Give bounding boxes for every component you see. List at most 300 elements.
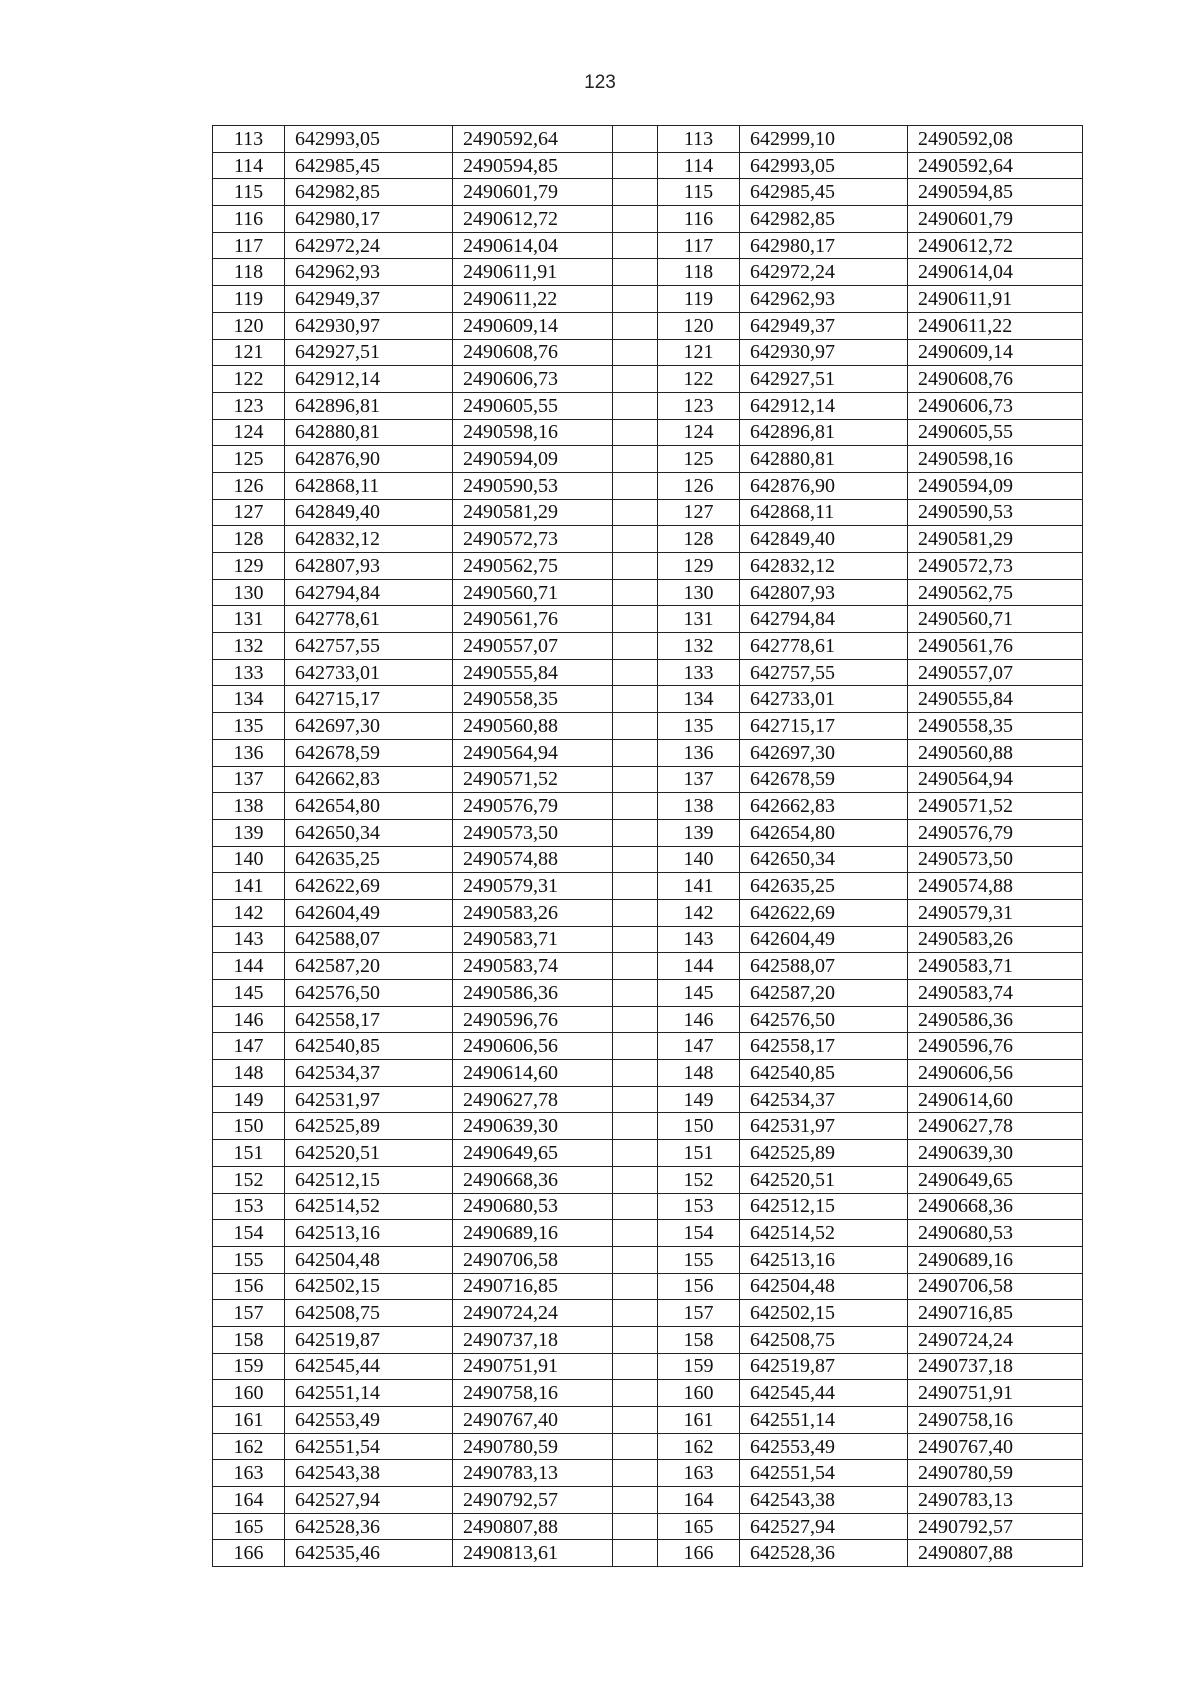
x-coordinate-left: 642543,38 [285, 1460, 453, 1487]
point-number-right: 125 [658, 446, 740, 473]
y-coordinate-left: 2490611,91 [453, 259, 613, 286]
x-coordinate-left: 642525,89 [285, 1113, 453, 1140]
x-coordinate-left: 642662,83 [285, 766, 453, 793]
x-coordinate-right: 642520,51 [740, 1166, 908, 1193]
x-coordinate-right: 642540,85 [740, 1060, 908, 1087]
point-number-left: 140 [213, 846, 285, 873]
point-number-right: 141 [658, 873, 740, 900]
point-number-right: 142 [658, 899, 740, 926]
point-number-right: 156 [658, 1273, 740, 1300]
point-number-left: 164 [213, 1487, 285, 1514]
column-gap [613, 1246, 658, 1273]
table-row [213, 606, 1083, 633]
x-coordinate-right: 642527,94 [740, 1513, 908, 1540]
y-coordinate-left: 2490555,84 [453, 659, 613, 686]
x-coordinate-left: 642535,46 [285, 1540, 453, 1567]
y-coordinate-right: 2490590,53 [908, 499, 1083, 526]
point-number-left: 134 [213, 686, 285, 713]
point-number-right: 164 [658, 1487, 740, 1514]
x-coordinate-left: 642520,51 [285, 1140, 453, 1167]
x-coordinate-right: 642635,25 [740, 873, 908, 900]
point-number-right: 148 [658, 1060, 740, 1087]
x-coordinate-left: 642513,16 [285, 1220, 453, 1247]
y-coordinate-left: 2490606,73 [453, 366, 613, 393]
point-number-left: 129 [213, 553, 285, 580]
point-number-left: 159 [213, 1353, 285, 1380]
table-row [213, 1220, 1083, 1247]
point-number-left: 144 [213, 953, 285, 980]
y-coordinate-right: 2490792,57 [908, 1513, 1083, 1540]
y-coordinate-left: 2490571,52 [453, 766, 613, 793]
x-coordinate-right: 642985,45 [740, 179, 908, 206]
y-coordinate-right: 2490573,50 [908, 846, 1083, 873]
point-number-right: 123 [658, 392, 740, 419]
x-coordinate-right: 642587,20 [740, 980, 908, 1007]
point-number-left: 166 [213, 1540, 285, 1567]
x-coordinate-right: 642514,52 [740, 1220, 908, 1247]
column-gap [613, 1273, 658, 1300]
column-gap [613, 980, 658, 1007]
column-gap [613, 126, 658, 153]
table-row [213, 1113, 1083, 1140]
table-row [213, 1487, 1083, 1514]
x-coordinate-right: 642531,97 [740, 1113, 908, 1140]
point-number-left: 146 [213, 1006, 285, 1033]
point-number-right: 114 [658, 152, 740, 179]
point-number-left: 118 [213, 259, 285, 286]
point-number-right: 132 [658, 633, 740, 660]
x-coordinate-left: 642588,07 [285, 926, 453, 953]
column-gap [613, 659, 658, 686]
point-number-right: 115 [658, 179, 740, 206]
x-coordinate-left: 642832,12 [285, 526, 453, 553]
y-coordinate-right: 2490737,18 [908, 1353, 1083, 1380]
x-coordinate-right: 642993,05 [740, 152, 908, 179]
y-coordinate-left: 2490792,57 [453, 1487, 613, 1514]
x-coordinate-left: 642972,24 [285, 232, 453, 259]
point-number-left: 151 [213, 1140, 285, 1167]
point-number-right: 121 [658, 339, 740, 366]
point-number-left: 163 [213, 1460, 285, 1487]
y-coordinate-right: 2490560,71 [908, 606, 1083, 633]
y-coordinate-left: 2490557,07 [453, 633, 613, 660]
column-gap [613, 1060, 658, 1087]
y-coordinate-right: 2490724,24 [908, 1326, 1083, 1353]
point-number-left: 157 [213, 1300, 285, 1327]
x-coordinate-left: 642697,30 [285, 713, 453, 740]
point-number-left: 147 [213, 1033, 285, 1060]
point-number-right: 161 [658, 1407, 740, 1434]
point-number-left: 136 [213, 739, 285, 766]
y-coordinate-left: 2490724,24 [453, 1300, 613, 1327]
x-coordinate-left: 642654,80 [285, 793, 453, 820]
point-number-right: 152 [658, 1166, 740, 1193]
y-coordinate-right: 2490767,40 [908, 1433, 1083, 1460]
point-number-left: 138 [213, 793, 285, 820]
point-number-right: 146 [658, 1006, 740, 1033]
table-row [213, 339, 1083, 366]
point-number-left: 160 [213, 1380, 285, 1407]
y-coordinate-left: 2490649,65 [453, 1140, 613, 1167]
point-number-left: 126 [213, 472, 285, 499]
point-number-left: 165 [213, 1513, 285, 1540]
column-gap [613, 713, 658, 740]
x-coordinate-left: 642896,81 [285, 392, 453, 419]
y-coordinate-right: 2490780,59 [908, 1460, 1083, 1487]
column-gap [613, 152, 658, 179]
y-coordinate-right: 2490608,76 [908, 366, 1083, 393]
table-row [213, 1273, 1083, 1300]
table-row [213, 579, 1083, 606]
column-gap [613, 766, 658, 793]
x-coordinate-left: 642508,75 [285, 1300, 453, 1327]
table-row [213, 1033, 1083, 1060]
table-row [213, 1246, 1083, 1273]
y-coordinate-left: 2490598,16 [453, 419, 613, 446]
x-coordinate-left: 642757,55 [285, 633, 453, 660]
table-row [213, 1513, 1083, 1540]
column-gap [613, 926, 658, 953]
column-gap [613, 819, 658, 846]
point-number-left: 162 [213, 1433, 285, 1460]
y-coordinate-left: 2490608,76 [453, 339, 613, 366]
x-coordinate-right: 642757,55 [740, 659, 908, 686]
point-number-right: 157 [658, 1300, 740, 1327]
y-coordinate-right: 2490598,16 [908, 446, 1083, 473]
point-number-right: 153 [658, 1193, 740, 1220]
table-row [213, 126, 1083, 153]
point-number-left: 113 [213, 126, 285, 153]
x-coordinate-right: 642512,15 [740, 1193, 908, 1220]
column-gap [613, 606, 658, 633]
x-coordinate-right: 642912,14 [740, 392, 908, 419]
table-row [213, 312, 1083, 339]
point-number-left: 132 [213, 633, 285, 660]
point-number-left: 124 [213, 419, 285, 446]
x-coordinate-left: 642949,37 [285, 286, 453, 313]
point-number-right: 122 [658, 366, 740, 393]
table-row [213, 419, 1083, 446]
column-gap [613, 1220, 658, 1247]
point-number-left: 153 [213, 1193, 285, 1220]
column-gap [613, 339, 658, 366]
x-coordinate-right: 642697,30 [740, 739, 908, 766]
point-number-right: 155 [658, 1246, 740, 1273]
column-gap [613, 1487, 658, 1514]
y-coordinate-left: 2490807,88 [453, 1513, 613, 1540]
x-coordinate-right: 642534,37 [740, 1086, 908, 1113]
point-number-right: 145 [658, 980, 740, 1007]
y-coordinate-right: 2490606,56 [908, 1060, 1083, 1087]
x-coordinate-left: 642558,17 [285, 1006, 453, 1033]
column-gap [613, 312, 658, 339]
point-number-right: 128 [658, 526, 740, 553]
x-coordinate-right: 642794,84 [740, 606, 908, 633]
y-coordinate-left: 2490576,79 [453, 793, 613, 820]
x-coordinate-left: 642868,11 [285, 472, 453, 499]
point-number-left: 125 [213, 446, 285, 473]
point-number-left: 114 [213, 152, 285, 179]
y-coordinate-left: 2490627,78 [453, 1086, 613, 1113]
x-coordinate-left: 642502,15 [285, 1273, 453, 1300]
table-row [213, 899, 1083, 926]
y-coordinate-left: 2490592,64 [453, 126, 613, 153]
y-coordinate-right: 2490612,72 [908, 232, 1083, 259]
x-coordinate-left: 642553,49 [285, 1407, 453, 1434]
point-number-right: 124 [658, 419, 740, 446]
y-coordinate-right: 2490596,76 [908, 1033, 1083, 1060]
table-row [213, 819, 1083, 846]
y-coordinate-left: 2490573,50 [453, 819, 613, 846]
x-coordinate-left: 642587,20 [285, 953, 453, 980]
y-coordinate-right: 2490592,64 [908, 152, 1083, 179]
x-coordinate-left: 642715,17 [285, 686, 453, 713]
y-coordinate-right: 2490576,79 [908, 819, 1083, 846]
column-gap [613, 1113, 658, 1140]
y-coordinate-left: 2490583,71 [453, 926, 613, 953]
y-coordinate-left: 2490601,79 [453, 179, 613, 206]
column-gap [613, 392, 658, 419]
x-coordinate-left: 642982,85 [285, 179, 453, 206]
x-coordinate-right: 642778,61 [740, 633, 908, 660]
column-gap [613, 873, 658, 900]
x-coordinate-left: 642962,93 [285, 259, 453, 286]
point-number-left: 133 [213, 659, 285, 686]
x-coordinate-left: 642993,05 [285, 126, 453, 153]
y-coordinate-left: 2490716,85 [453, 1273, 613, 1300]
x-coordinate-right: 642930,97 [740, 339, 908, 366]
y-coordinate-right: 2490555,84 [908, 686, 1083, 713]
column-gap [613, 1433, 658, 1460]
point-number-right: 144 [658, 953, 740, 980]
x-coordinate-right: 642662,83 [740, 793, 908, 820]
y-coordinate-right: 2490560,88 [908, 739, 1083, 766]
x-coordinate-left: 642880,81 [285, 419, 453, 446]
y-coordinate-right: 2490581,29 [908, 526, 1083, 553]
table-row [213, 259, 1083, 286]
y-coordinate-left: 2490767,40 [453, 1407, 613, 1434]
x-coordinate-left: 642527,94 [285, 1487, 453, 1514]
y-coordinate-left: 2490609,14 [453, 312, 613, 339]
column-gap [613, 1540, 658, 1567]
y-coordinate-left: 2490590,53 [453, 472, 613, 499]
x-coordinate-left: 642807,93 [285, 553, 453, 580]
x-coordinate-left: 642778,61 [285, 606, 453, 633]
y-coordinate-right: 2490605,55 [908, 419, 1083, 446]
y-coordinate-left: 2490611,22 [453, 286, 613, 313]
column-gap [613, 739, 658, 766]
point-number-left: 152 [213, 1166, 285, 1193]
y-coordinate-right: 2490594,09 [908, 472, 1083, 499]
point-number-right: 158 [658, 1326, 740, 1353]
x-coordinate-left: 642622,69 [285, 873, 453, 900]
y-coordinate-left: 2490737,18 [453, 1326, 613, 1353]
x-coordinate-right: 642622,69 [740, 899, 908, 926]
y-coordinate-right: 2490594,85 [908, 179, 1083, 206]
table-row [213, 1086, 1083, 1113]
column-gap [613, 1460, 658, 1487]
point-number-right: 113 [658, 126, 740, 153]
point-number-right: 133 [658, 659, 740, 686]
point-number-left: 149 [213, 1086, 285, 1113]
y-coordinate-right: 2490606,73 [908, 392, 1083, 419]
y-coordinate-right: 2490680,53 [908, 1220, 1083, 1247]
point-number-left: 119 [213, 286, 285, 313]
x-coordinate-right: 642962,93 [740, 286, 908, 313]
point-number-right: 126 [658, 472, 740, 499]
x-coordinate-right: 642972,24 [740, 259, 908, 286]
y-coordinate-left: 2490596,76 [453, 1006, 613, 1033]
point-number-right: 151 [658, 1140, 740, 1167]
x-coordinate-right: 642849,40 [740, 526, 908, 553]
table-row [213, 1353, 1083, 1380]
y-coordinate-right: 2490609,14 [908, 339, 1083, 366]
y-coordinate-left: 2490594,85 [453, 152, 613, 179]
x-coordinate-right: 642545,44 [740, 1380, 908, 1407]
column-gap [613, 633, 658, 660]
point-number-right: 117 [658, 232, 740, 259]
y-coordinate-left: 2490813,61 [453, 1540, 613, 1567]
y-coordinate-left: 2490560,71 [453, 579, 613, 606]
table-row [213, 739, 1083, 766]
x-coordinate-left: 642980,17 [285, 206, 453, 233]
point-number-left: 150 [213, 1113, 285, 1140]
point-number-right: 116 [658, 206, 740, 233]
x-coordinate-right: 642513,16 [740, 1246, 908, 1273]
point-number-left: 116 [213, 206, 285, 233]
column-gap [613, 526, 658, 553]
table-row [213, 472, 1083, 499]
table-row [213, 1006, 1083, 1033]
y-coordinate-left: 2490680,53 [453, 1193, 613, 1220]
y-coordinate-right: 2490751,91 [908, 1380, 1083, 1407]
x-coordinate-left: 642604,49 [285, 899, 453, 926]
y-coordinate-right: 2490614,60 [908, 1086, 1083, 1113]
column-gap [613, 446, 658, 473]
point-number-left: 141 [213, 873, 285, 900]
x-coordinate-right: 642880,81 [740, 446, 908, 473]
point-number-right: 150 [658, 1113, 740, 1140]
x-coordinate-right: 642525,89 [740, 1140, 908, 1167]
table-row [213, 926, 1083, 953]
point-number-left: 143 [213, 926, 285, 953]
x-coordinate-right: 642876,90 [740, 472, 908, 499]
table-row [213, 232, 1083, 259]
column-gap [613, 1326, 658, 1353]
coordinates-table-body [213, 126, 1083, 1567]
column-gap [613, 419, 658, 446]
column-gap [613, 1300, 658, 1327]
point-number-left: 135 [213, 713, 285, 740]
table-row [213, 980, 1083, 1007]
page-number: 123 [584, 72, 616, 93]
y-coordinate-right: 2490649,65 [908, 1166, 1083, 1193]
y-coordinate-left: 2490612,72 [453, 206, 613, 233]
y-coordinate-left: 2490605,55 [453, 392, 613, 419]
x-coordinate-left: 642528,36 [285, 1513, 453, 1540]
point-number-right: 131 [658, 606, 740, 633]
x-coordinate-left: 642512,15 [285, 1166, 453, 1193]
x-coordinate-left: 642545,44 [285, 1353, 453, 1380]
y-coordinate-left: 2490572,73 [453, 526, 613, 553]
point-number-right: 120 [658, 312, 740, 339]
x-coordinate-left: 642733,01 [285, 659, 453, 686]
x-coordinate-left: 642635,25 [285, 846, 453, 873]
point-number-left: 121 [213, 339, 285, 366]
x-coordinate-right: 642558,17 [740, 1033, 908, 1060]
table-row [213, 1193, 1083, 1220]
x-coordinate-left: 642876,90 [285, 446, 453, 473]
x-coordinate-right: 642733,01 [740, 686, 908, 713]
x-coordinate-left: 642930,97 [285, 312, 453, 339]
y-coordinate-right: 2490689,16 [908, 1246, 1083, 1273]
y-coordinate-left: 2490583,74 [453, 953, 613, 980]
point-number-left: 142 [213, 899, 285, 926]
column-gap [613, 953, 658, 980]
point-number-left: 122 [213, 366, 285, 393]
point-number-left: 131 [213, 606, 285, 633]
x-coordinate-right: 642927,51 [740, 366, 908, 393]
point-number-left: 128 [213, 526, 285, 553]
point-number-left: 158 [213, 1326, 285, 1353]
column-gap [613, 846, 658, 873]
column-gap [613, 1033, 658, 1060]
table-row [213, 1326, 1083, 1353]
table-row [213, 766, 1083, 793]
y-coordinate-left: 2490558,35 [453, 686, 613, 713]
column-gap [613, 793, 658, 820]
point-number-right: 149 [658, 1086, 740, 1113]
x-coordinate-right: 642553,49 [740, 1433, 908, 1460]
x-coordinate-right: 642604,49 [740, 926, 908, 953]
table-row [213, 152, 1083, 179]
x-coordinate-right: 642502,15 [740, 1300, 908, 1327]
point-number-right: 134 [658, 686, 740, 713]
y-coordinate-right: 2490558,35 [908, 713, 1083, 740]
y-coordinate-left: 2490614,04 [453, 232, 613, 259]
y-coordinate-left: 2490560,88 [453, 713, 613, 740]
table-row [213, 1140, 1083, 1167]
column-gap [613, 206, 658, 233]
table-row [213, 1460, 1083, 1487]
y-coordinate-left: 2490579,31 [453, 873, 613, 900]
point-number-left: 137 [213, 766, 285, 793]
x-coordinate-right: 642949,37 [740, 312, 908, 339]
table-row [213, 1540, 1083, 1567]
y-coordinate-left: 2490564,94 [453, 739, 613, 766]
y-coordinate-left: 2490606,56 [453, 1033, 613, 1060]
y-coordinate-right: 2490706,58 [908, 1273, 1083, 1300]
coordinates-table [212, 125, 1083, 1567]
table-row [213, 392, 1083, 419]
table-row [213, 553, 1083, 580]
x-coordinate-right: 642576,50 [740, 1006, 908, 1033]
y-coordinate-right: 2490562,75 [908, 579, 1083, 606]
x-coordinate-left: 642912,14 [285, 366, 453, 393]
y-coordinate-left: 2490614,60 [453, 1060, 613, 1087]
y-coordinate-right: 2490783,13 [908, 1487, 1083, 1514]
column-gap [613, 553, 658, 580]
point-number-left: 145 [213, 980, 285, 1007]
table-row [213, 446, 1083, 473]
column-gap [613, 1380, 658, 1407]
y-coordinate-right: 2490639,30 [908, 1140, 1083, 1167]
column-gap [613, 579, 658, 606]
point-number-right: 166 [658, 1540, 740, 1567]
table-row [213, 633, 1083, 660]
y-coordinate-right: 2490668,36 [908, 1193, 1083, 1220]
y-coordinate-left: 2490706,58 [453, 1246, 613, 1273]
